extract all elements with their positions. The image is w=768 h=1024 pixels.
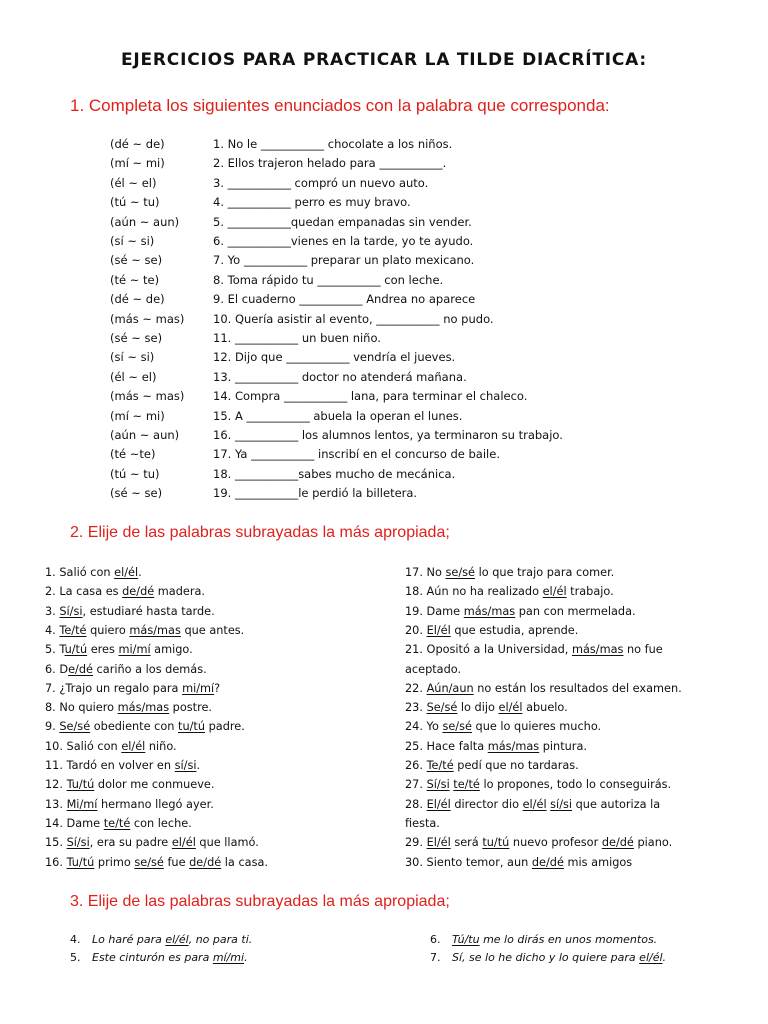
word-pair: (más ~ mas) <box>110 311 185 326</box>
fill-in-sentence: 3. ___________ compró un nuevo auto. <box>213 175 429 190</box>
option-choice: el/él <box>121 739 146 753</box>
item-number: 6. <box>430 933 441 946</box>
section-2-heading: 2. Elije de las palabras subrayadas la más apropiada; <box>70 524 450 541</box>
exercise-sentence <box>45 778 214 791</box>
fill-in-sentence: 14. Compra ___________ lana, para terminar el chaleco. <box>213 389 528 404</box>
option-choice: el/él <box>522 797 547 811</box>
option-choice: más/mas <box>487 739 540 753</box>
sentence-text: 7. ¿Trajo un regalo para <box>45 681 183 695</box>
exercise-sentence <box>405 643 663 656</box>
word-pair: (té ~te) <box>110 447 156 462</box>
sentence-text: 23. <box>405 701 427 715</box>
sentence-text: 20. <box>405 623 427 637</box>
sentence-text: que lo quieres mucho. <box>471 720 602 734</box>
exercise-sentence <box>45 856 268 869</box>
option-choice: de/dé <box>531 855 564 869</box>
exercise-sentence <box>405 856 632 869</box>
sentence-text: hermano llegó ayer. <box>97 797 214 811</box>
fill-in-sentence: 6. ___________vienes en la tarde, yo te ayudo. <box>213 234 474 248</box>
sentence-text: 21. Opositó a la Universidad, <box>405 643 572 657</box>
sentence-text: 15. <box>45 836 67 850</box>
option-choice: mí/mi <box>212 951 245 964</box>
sentence-text: 1. Salió con <box>45 566 115 579</box>
sentence-text: que estudia, aprende. <box>450 623 579 637</box>
fill-in-sentence: 15. A ___________ abuela la operan el lunes. <box>213 408 463 423</box>
sentence-text: 30. Siento temor, aun <box>405 855 532 869</box>
sentence-text: . <box>196 759 201 772</box>
sentence-text: dolor me conmueve. <box>94 778 215 792</box>
sentence-text: que llamó. <box>195 836 259 850</box>
sentence-text: lo que trajo para comer. <box>475 566 615 579</box>
exercise-sentence <box>405 778 671 791</box>
option-choice: más/mas <box>463 604 516 618</box>
word-pair: (aún ~ aun) <box>110 214 180 229</box>
item-number: 5. <box>70 951 81 964</box>
sentence-text: mis amigos <box>563 855 633 869</box>
exercise-sentence <box>45 720 245 733</box>
sentence-text: 27. <box>405 778 427 792</box>
fill-in-sentence: 10. Quería asistir al evento, ___________ no pudo. <box>213 311 494 326</box>
exercise-sentence <box>45 798 214 811</box>
sentence-text: 8. No quiero <box>45 701 118 715</box>
sentence-text: ? <box>214 681 221 695</box>
sentence-text: , estudiaré hasta tarde. <box>82 604 215 618</box>
exercise-sentence <box>405 740 587 753</box>
option-choice: más/mas <box>129 623 181 637</box>
sentence-text: que autoriza la <box>572 797 661 811</box>
sentence-text: . <box>138 566 142 579</box>
word-pair: (mí ~ mi) <box>110 408 165 423</box>
fill-in-sentence: 9. El cuaderno ___________ Andrea no aparece <box>213 292 476 307</box>
section-1-heading: 1. Completa los siguientes enunciados con la palabra que corresponda: <box>70 96 610 115</box>
exercise-sentence <box>405 624 578 637</box>
word-pair: (té ~ te) <box>110 272 160 287</box>
option-choice: Aún/aun <box>426 681 474 695</box>
sentence-text: aceptado. <box>405 662 462 676</box>
word-pair: (tú ~ tu) <box>110 466 160 481</box>
exercise-sentence <box>45 740 177 753</box>
exercise-sentence <box>430 933 657 946</box>
exercise-sentence <box>405 663 461 676</box>
word-pair: (él ~ el) <box>110 369 157 384</box>
option-choice: El/él <box>426 797 451 811</box>
fill-in-sentence: 4. ___________ perro es muy bravo. <box>213 195 411 210</box>
fill-in-sentence: 12. Dijo que ___________ vendría el jueves. <box>213 350 456 365</box>
sentence-text: eres <box>87 643 119 657</box>
sentence-text: , no para ti. <box>188 933 253 946</box>
word-pair: (sí ~ si) <box>110 234 155 248</box>
option-choice: el/él <box>165 933 189 946</box>
sentence-text: será <box>450 836 483 850</box>
option-choice: el/él <box>498 701 523 715</box>
exercise-sentence <box>405 836 672 849</box>
exercise-sentence <box>45 605 215 618</box>
sentence-text: quiero <box>86 623 130 637</box>
exercise-sentence <box>430 951 666 964</box>
item-number: 4. <box>70 933 81 946</box>
exercise-sentence <box>45 701 212 714</box>
sentence-text: , era su padre <box>89 836 172 850</box>
sentence-text: la casa. <box>221 855 268 869</box>
section-3-heading: 3. Elije de las palabras subrayadas la más apropiada; <box>70 893 450 910</box>
sentence-text: madera. <box>154 585 206 599</box>
sentence-text: 18. Aún no ha realizado <box>405 585 543 599</box>
sentence-text: nuevo profesor <box>509 836 602 850</box>
sentence-text: 19. Dame <box>405 604 464 618</box>
option-choice: El/él <box>426 836 451 850</box>
option-choice: se/sé <box>445 566 475 579</box>
fill-in-sentence: 7. Yo ___________ preparar un plato mexicano. <box>213 253 475 268</box>
option-choice: u/tú <box>64 643 88 657</box>
sentence-text: 4. <box>45 623 60 637</box>
sentence-text: 6. D <box>45 662 69 676</box>
sentence-text: amigo. <box>150 643 193 657</box>
sentence-text: lo dijo <box>457 701 499 715</box>
sentence-text: lo propones, todo lo conseguirás. <box>479 778 672 792</box>
sentence-text: 5. T <box>45 643 65 657</box>
fill-in-sentence: 1. No le ___________ chocolate a los niños. <box>213 137 453 151</box>
option-choice: mi/mí <box>118 643 151 657</box>
exercise-sentence <box>405 605 636 618</box>
sentence-text: 13. <box>45 797 67 811</box>
fill-in-sentence: 16. ___________ los alumnos lentos, ya terminaron su trabajo. <box>213 428 563 442</box>
option-choice: se/sé <box>442 720 472 734</box>
option-choice: Se/sé <box>426 701 458 715</box>
option-choice: Mi/mí <box>66 797 98 811</box>
exercise-sentence <box>45 682 220 695</box>
item-number: 7. <box>430 951 441 964</box>
page-title: EJERCICIOS PARA PRACTICAR LA TILDE DIACRÍTICA: <box>120 50 648 70</box>
option-choice: el/él <box>171 836 196 850</box>
option-choice: Se/sé <box>59 720 91 734</box>
sentence-text: 12. <box>45 778 67 792</box>
exercise-sentence <box>45 759 200 772</box>
sentence-text: 22. <box>405 681 427 695</box>
option-choice: de/dé <box>189 855 222 869</box>
sentence-text: pan con mermelada. <box>515 604 636 618</box>
option-choice: de/dé <box>601 836 634 850</box>
exercise-sentence <box>45 566 142 579</box>
sentence-text: abuelo. <box>522 701 568 715</box>
word-pair: (tú ~ tu) <box>110 195 160 210</box>
option-choice: e/dé <box>68 662 93 676</box>
fill-in-sentence: 17. Ya ___________ inscribí en el concurso de baile. <box>213 447 500 462</box>
exercise-sentence <box>70 933 252 946</box>
sentence-text: 26. <box>405 759 427 772</box>
sentence-text: Este cinturón es para <box>92 951 213 964</box>
option-choice: sí/si <box>550 797 573 811</box>
option-choice: más/mas <box>571 643 624 657</box>
sentence-text: 9. <box>45 720 60 734</box>
sentence-text: no fue <box>623 643 663 657</box>
exercise-sentence <box>45 585 205 598</box>
word-pair: (sé ~ se) <box>110 331 163 345</box>
sentence-text: con leche. <box>130 816 192 830</box>
word-pair: (él ~ el) <box>110 175 157 190</box>
sentence-text: no están los resultados del examen. <box>473 681 682 695</box>
sentence-text: 16. <box>45 855 67 869</box>
exercise-sentence <box>405 720 601 733</box>
option-choice: Te/té <box>426 759 454 772</box>
option-choice: tu/tú <box>482 836 510 850</box>
sentence-text: cariño a los demás. <box>92 662 207 676</box>
option-choice: el/él <box>639 951 663 964</box>
sentence-text: 25. Hace falta <box>405 739 488 753</box>
exercise-sentence <box>405 817 440 830</box>
fill-in-sentence: 2. Ellos trajeron helado para ___________. <box>213 156 447 171</box>
sentence-text: 28. <box>405 797 427 811</box>
exercise-sentence <box>70 951 248 964</box>
option-choice: Tu/tú <box>66 855 95 869</box>
option-choice: tu/tú <box>178 720 206 734</box>
option-choice: te/té <box>103 816 131 830</box>
sentence-text: fiesta. <box>405 816 440 830</box>
sentence-text: que antes. <box>180 623 245 637</box>
sentence-text: fue <box>163 855 190 869</box>
sentence-text: obediente con <box>90 720 179 734</box>
option-choice: Te/té <box>59 623 87 637</box>
sentence-text: 2. La casa es <box>45 585 123 599</box>
sentence-text: 14. Dame <box>45 816 104 830</box>
exercise-sentence <box>405 585 614 598</box>
word-pair: (sé ~ se) <box>110 486 163 501</box>
sentence-text: director dio <box>450 797 523 811</box>
sentence-text: niño. <box>145 739 177 753</box>
fill-in-sentence: 5. ___________quedan empanadas sin vender. <box>213 214 472 229</box>
exercise-sentence <box>405 798 660 811</box>
sentence-text: . <box>662 951 667 964</box>
word-pair: (aún ~ aun) <box>110 428 180 442</box>
fill-in-sentence: 11. ___________ un buen niño. <box>213 331 381 345</box>
exercise-sentence <box>45 663 207 676</box>
fill-in-sentence: 18. ___________sabes mucho de mecánica. <box>213 466 456 481</box>
sentence-text: trabajo. <box>566 585 614 599</box>
sentence-text: 3. <box>45 604 60 618</box>
option-choice: Tú/tu <box>452 933 480 946</box>
option-choice: se/sé <box>134 855 164 869</box>
exercise-sentence <box>45 624 244 637</box>
sentence-text: 10. Salió con <box>45 739 122 753</box>
sentence-text: primo <box>94 855 135 869</box>
sentence-text: pintura. <box>539 739 587 753</box>
exercise-sentence <box>405 759 579 772</box>
option-choice: el/él <box>114 566 139 579</box>
exercise-sentence <box>45 643 193 656</box>
sentence-text: me lo dirás en unos momentos. <box>479 933 658 946</box>
sentence-text: pedí que no tardaras. <box>453 759 579 772</box>
word-pair: (mí ~ mi) <box>110 156 165 171</box>
option-choice: Sí/si <box>66 836 90 850</box>
sentence-text: padre. <box>205 720 245 734</box>
option-choice: sí/si <box>174 759 197 772</box>
fill-in-sentence: 8. Toma rápido tu ___________ con leche. <box>213 272 444 287</box>
sentence-text: . <box>244 951 248 964</box>
fill-in-sentence: 13. ___________ doctor no atenderá mañana. <box>213 369 467 384</box>
word-pair: (sí ~ si) <box>110 350 155 365</box>
sentence-text: 24. Yo <box>405 720 443 734</box>
exercise-sentence <box>405 566 614 579</box>
option-choice: Sí/si <box>59 604 83 618</box>
option-choice: el/él <box>542 585 567 599</box>
option-choice: El/él <box>426 623 451 637</box>
option-choice: de/dé <box>122 585 155 599</box>
exercise-sentence <box>405 682 682 695</box>
option-choice: Sí/si <box>426 778 450 792</box>
word-pair: (dé ~ de) <box>110 292 165 307</box>
exercise-sentence <box>45 836 259 849</box>
sentence-text: piano. <box>633 836 673 850</box>
option-choice: mi/mí <box>182 681 215 695</box>
word-pair: (más ~ mas) <box>110 389 185 404</box>
option-choice: más/mas <box>117 701 170 715</box>
sentence-text: postre. <box>169 701 213 715</box>
exercise-sentence <box>405 701 568 714</box>
word-pair: (dé ~ de) <box>110 137 165 151</box>
option-choice: te/té <box>453 778 480 792</box>
sentence-text: 29. <box>405 836 427 850</box>
sentence-text: 17. No <box>405 566 446 579</box>
sentence-text: 11. Tardó en volver en <box>45 759 175 772</box>
word-pair: (sé ~ se) <box>110 253 163 268</box>
sentence-text: Lo haré para <box>92 933 166 946</box>
fill-in-sentence: 19. ___________le perdió la billetera. <box>213 486 418 501</box>
exercise-sentence <box>45 817 192 830</box>
sentence-text: Sí, se lo he dicho y lo quiere para <box>452 951 640 964</box>
option-choice: Tu/tú <box>66 778 95 792</box>
